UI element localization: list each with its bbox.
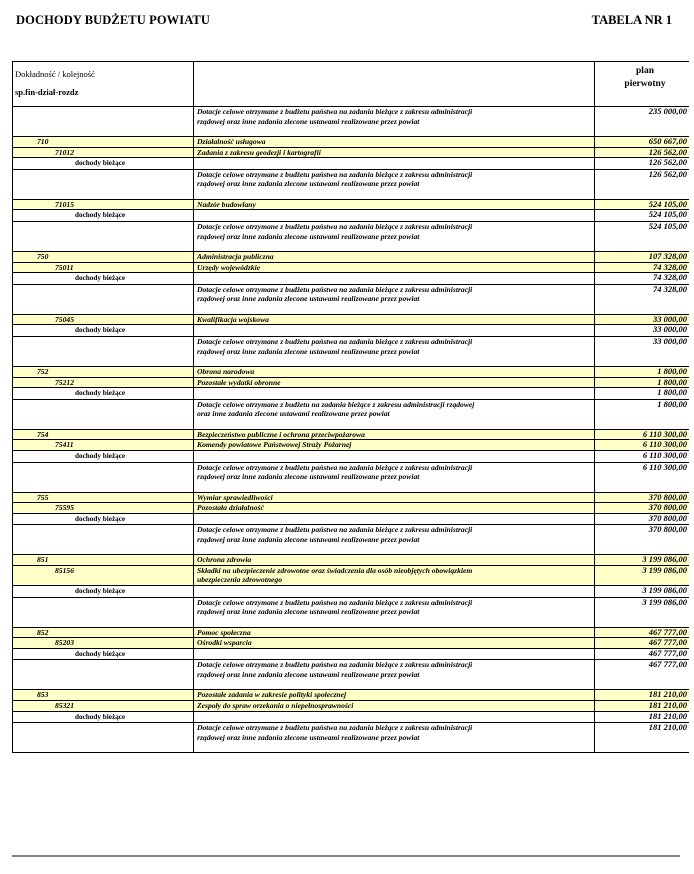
row-plan-value: 524 105,00 [595,210,690,222]
row-name: Dotacje celowe otrzymane z budżetu państwa na zadania bieżące z zakresu administracji rządowej oraz inne zadania zlecone ustawami realizowane przez powiat [197,660,473,680]
row-plan-value: 6 110 300,00 [595,429,690,440]
row-plan-value: 467 777,00 [595,660,690,690]
row-plan-value: 181 210,00 [595,711,690,723]
row-code-cell [13,462,194,492]
row-name: Urzędy wojewódzkie [197,262,261,272]
row-code-cell [13,555,194,566]
row-code: 710 [37,137,49,146]
row-name: Działalność usługowa [197,137,266,146]
row-code: dochody bieżące [75,389,126,398]
header-classification-label: sp.fin-dział-rozdz [15,87,79,97]
table-row-chapter [13,377,690,388]
row-code-cell [13,711,194,723]
table-row-detail [13,284,690,314]
table-row-group [13,586,690,598]
budget-table [12,61,689,753]
table-row-section [13,366,690,377]
header-precision-label: Dokładność / kolejność [15,69,95,79]
table-row-group [13,158,690,170]
row-name-cell [194,314,595,325]
row-name-cell [194,555,595,566]
table-row-group [13,648,690,660]
row-code-cell [13,262,194,273]
table-row-section [13,251,690,262]
row-plan-value: 33 000,00 [595,314,690,325]
row-code-cell [13,450,194,462]
row-name: Dotacje celowe otrzymane z budżetu państwa na zadania bieżące z zakresu administracji rządowej oraz inne zadania zlecone ustawami realizowane przez powiat [197,169,473,189]
row-name-cell [194,147,595,158]
row-name: Dotacje celowe otrzymane z budżetu na zadania bieżące z zakresu administracji rządowej oraz inne zadania zlecone ustawami realizowane przez powiat [197,399,475,419]
table-row-section [13,627,690,638]
row-code-cell [13,273,194,285]
row-code-cell [13,251,194,262]
row-name: Nadzór budowlany [197,199,256,209]
document-title: DOCHODY BUDŻETU POWIATU [16,13,210,27]
row-name-cell [194,638,595,649]
row-name-cell [194,336,595,366]
row-name-cell [194,399,595,429]
row-name-cell [194,221,595,251]
table-row-section [13,429,690,440]
row-code: 75011 [55,262,74,272]
row-code-cell [13,377,194,388]
table-row-chapter [13,638,690,649]
row-plan-value: 107 328,00 [595,251,690,262]
row-plan-value: 6 110 300,00 [595,462,690,492]
row-code-cell [13,199,194,210]
row-code-cell [13,314,194,325]
table-row-detail [13,399,690,429]
table-row-detail [13,107,690,137]
row-name-cell [194,627,595,638]
row-name-cell [194,199,595,210]
table-row-detail [13,336,690,366]
row-name-cell [194,586,595,598]
page-header [0,0,694,60]
row-plan-value: 467 777,00 [595,638,690,649]
row-code-cell [13,492,194,503]
row-code-cell [13,525,194,555]
row-code-cell [13,158,194,170]
row-name: Pozostałe zadania w zakresie polityki społecznej [197,690,347,700]
row-code: 755 [37,492,49,502]
row-name: Dotacje celowe otrzymane z budżetu państwa na zadania bieżące z zakresu administracji rządowej oraz inne zadania zlecone ustawami realizowane przez powiat [197,723,473,742]
table-row-group [13,325,690,337]
table-row-section [13,137,690,148]
row-name: Ochrona zdrowia [197,555,252,565]
row-name: Pozostała działalność [197,503,264,513]
row-code: 852 [37,627,49,637]
row-name: Wymiar sprawiedliwości [197,492,273,502]
row-name-cell [194,513,595,525]
row-code: 71015 [55,199,74,209]
row-name: Administracja publiczna [197,251,274,261]
row-name: Pozostałe wydatki obronne [197,377,281,387]
header-plan-sub-label: pierwotny [624,79,666,89]
row-name: Zespoły do spraw orzekania o niepełnosprawności [197,701,354,711]
table-row-chapter [13,503,690,514]
row-code: 85156 [55,565,74,575]
row-name-cell [194,273,595,285]
row-plan-value: 370 800,00 [595,492,690,503]
row-code: dochody bieżące [75,326,126,335]
row-code-cell [13,627,194,638]
row-plan-value: 6 110 300,00 [595,440,690,451]
row-code-cell [13,503,194,514]
row-plan-value: 126 562,00 [595,147,690,158]
table-row-group [13,711,690,723]
row-plan-value: 74 328,00 [595,284,690,314]
row-code: dochody bieżące [75,211,126,220]
row-name: Dotacje celowe otrzymane z budżetu państwa na zadania bieżące z zakresu administracji rządowej oraz inne zadania zlecone ustawami realizowane przez powiat [197,221,473,241]
row-code: dochody bieżące [75,514,126,523]
row-code-cell [13,399,194,429]
row-code-cell [13,660,194,690]
row-name: Dotacje celowe otrzymane z budżetu państwa na zadania bieżące z zakresu administracji rządowej oraz inne zadania zlecone ustawami realizowane przez powiat [197,107,473,126]
row-name-cell [194,597,595,627]
row-code: dochody bieżące [75,274,126,283]
row-name: Dotacje celowe otrzymane z budżetu państwa na zadania bieżące z zakresu administracji rządowej oraz inne zadania zlecone ustawami realizowane przez powiat [197,462,473,482]
row-name: Kwalifikacja wojskowa [197,314,269,324]
row-name-cell [194,366,595,377]
row-code-cell [13,586,194,598]
row-code-cell [13,597,194,627]
row-name: Obrona narodowa [197,366,255,376]
row-plan-value: 6 110 300,00 [595,450,690,462]
row-code-cell [13,513,194,525]
row-code-cell [13,107,194,137]
table-row-section [13,555,690,566]
row-name-cell [194,450,595,462]
row-name: Dotacje celowe otrzymane z budżetu państwa na zadania bieżące z zakresu administracji rządowej oraz inne zadania zlecone ustawami realizowane przez powiat [197,284,473,304]
row-plan-value: 33 000,00 [595,336,690,366]
table-bottom-rule [12,855,680,857]
row-name-cell [194,137,595,148]
row-name-cell [194,440,595,451]
header-plan-label: plan [636,66,654,76]
row-plan-value: 1 800,00 [595,388,690,400]
row-code: 75045 [55,314,74,324]
header-name-cell [194,62,595,107]
row-name-cell [194,711,595,723]
row-plan-value: 467 777,00 [595,627,690,638]
row-code-cell [13,565,194,585]
row-code: dochody bieżące [75,712,126,721]
table-number: TABELA NR 1 [591,13,672,27]
row-code: dochody bieżące [75,451,126,460]
row-name-cell [194,701,595,712]
table-row-detail [13,462,690,492]
row-plan-value: 235 000,00 [595,107,690,137]
row-name-cell [194,251,595,262]
row-code-cell [13,147,194,158]
row-code-cell [13,388,194,400]
row-name: Składki na ubezpieczenie zdrowotne oraz świadczenia dla osób nieobjętych obowiązkiem ubezpieczenia zdrowotnego [197,565,473,585]
row-name: Pomoc społeczna [197,627,251,637]
row-code-cell [13,325,194,337]
table-row-detail [13,525,690,555]
row-name-cell [194,158,595,170]
row-plan-value: 181 210,00 [595,690,690,701]
row-plan-value: 524 105,00 [595,221,690,251]
row-code: 75411 [55,440,74,450]
row-name-cell [194,525,595,555]
row-plan-value: 74 328,00 [595,273,690,285]
row-code-cell [13,648,194,660]
row-code: 75212 [55,377,74,387]
row-code-cell [13,284,194,314]
row-code-cell [13,169,194,199]
row-code: 754 [37,429,49,439]
row-name: Bezpieczeństwo publiczne i ochrona przeciwpożarowa [197,429,365,439]
row-plan-value: 181 210,00 [595,723,690,753]
row-name-cell [194,107,595,137]
row-name-cell [194,284,595,314]
row-plan-value: 3 199 086,00 [595,565,690,585]
header-order-cell [13,62,194,107]
table-row-group [13,273,690,285]
row-code: 750 [37,251,49,261]
row-plan-value: 467 777,00 [595,648,690,660]
row-code-cell [13,366,194,377]
row-code-cell [13,210,194,222]
header-plan-cell [595,62,690,107]
row-code-cell [13,638,194,649]
table-row-detail [13,169,690,199]
row-name: Zadania z zakresu geodezji i kartografii [197,147,321,157]
row-name-cell [194,169,595,199]
table-row-detail [13,597,690,627]
table-row-chapter [13,314,690,325]
row-plan-value: 181 210,00 [595,701,690,712]
row-code-cell [13,440,194,451]
row-code: dochody bieżące [75,159,126,168]
row-code-cell [13,701,194,712]
row-plan-value: 3 199 086,00 [595,555,690,566]
row-plan-value: 126 562,00 [595,158,690,170]
row-plan-value: 1 800,00 [595,399,690,429]
table-row-chapter [13,147,690,158]
row-code-cell [13,137,194,148]
row-name-cell [194,660,595,690]
table-row-section [13,690,690,701]
row-plan-value: 650 667,00 [595,137,690,148]
row-name-cell [194,377,595,388]
table-row-chapter [13,262,690,273]
row-name-cell [194,723,595,753]
row-code: 85203 [55,638,74,648]
row-name-cell [194,565,595,585]
row-code-cell [13,723,194,753]
row-name-cell [194,325,595,337]
table-row-detail [13,660,690,690]
table-row-section [13,492,690,503]
row-code: dochody bieżące [75,587,126,596]
row-name: Ośrodki wsparcia [197,638,252,648]
row-name-cell [194,262,595,273]
row-plan-value: 370 800,00 [595,513,690,525]
row-plan-value: 3 199 086,00 [595,586,690,598]
row-name: Komendy powiatowe Państwowej Straży Pożarnej [197,440,352,450]
table-row-detail [13,723,690,753]
row-code-cell [13,221,194,251]
row-plan-value: 370 800,00 [595,503,690,514]
row-name-cell [194,648,595,660]
table-row-chapter [13,701,690,712]
table-row-group [13,513,690,525]
row-name-cell [194,429,595,440]
table-row-chapter [13,199,690,210]
row-name-cell [194,210,595,222]
row-plan-value: 1 800,00 [595,366,690,377]
row-code-cell [13,690,194,701]
row-name-cell [194,503,595,514]
row-plan-value: 74 328,00 [595,262,690,273]
row-plan-value: 3 199 086,00 [595,597,690,627]
row-code: 71012 [55,147,74,157]
table-row-detail [13,221,690,251]
row-plan-value: 33 000,00 [595,325,690,337]
table-header-row [13,62,690,107]
row-name-cell [194,462,595,492]
row-name: Dotacje celowe otrzymane z budżetu państwa na zadania bieżące z zakresu administracji rządowej oraz inne zadania zlecone ustawami realizowane przez powiat [197,525,473,544]
row-plan-value: 126 562,00 [595,169,690,199]
row-code: 75595 [55,503,74,513]
row-plan-value: 1 800,00 [595,377,690,388]
row-name: Dotacje celowe otrzymane z budżetu państwa na zadania bieżące z zakresu administracji rządowej oraz inne zadania zlecone ustawami realizowane przez powiat [197,597,473,617]
row-code: 853 [37,690,49,700]
row-plan-value: 370 800,00 [595,525,690,555]
table-row-chapter [13,440,690,451]
row-code: dochody bieżące [75,649,126,658]
table-row-group [13,388,690,400]
row-plan-value: 524 105,00 [595,199,690,210]
row-name-cell [194,492,595,503]
table-row-group [13,450,690,462]
row-code-cell [13,336,194,366]
table-row-chapter [13,565,690,585]
row-code: 851 [37,555,49,565]
row-code-cell [13,429,194,440]
row-name: Dotacje celowe otrzymane z budżetu państwa na zadania bieżące z zakresu administracji rządowej oraz inne zadania zlecone ustawami realizowane przez powiat [197,336,473,356]
row-name-cell [194,388,595,400]
row-code: 752 [37,366,49,376]
table-row-group [13,210,690,222]
row-code: 85321 [55,701,74,711]
row-name-cell [194,690,595,701]
